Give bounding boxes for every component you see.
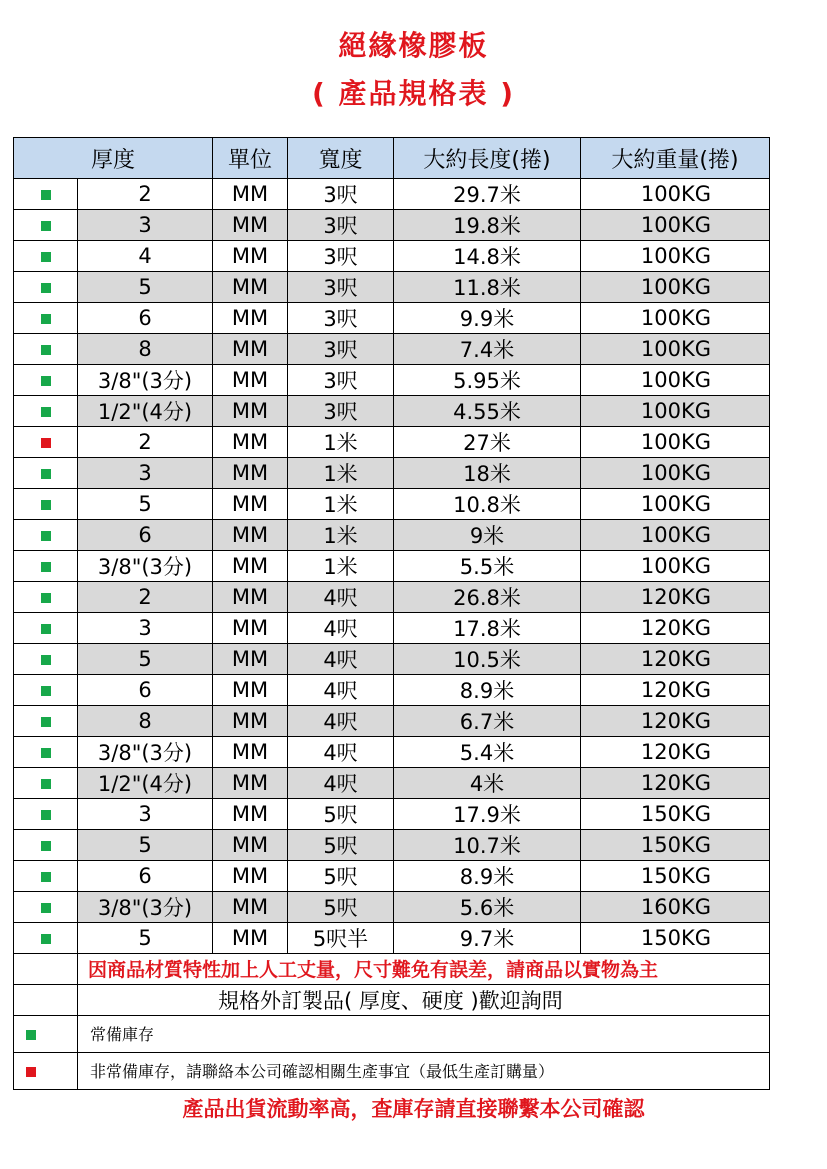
table-row [14, 427, 770, 458]
width-cell: 4呎 [288, 613, 394, 644]
width-cell: 5呎 [288, 861, 394, 892]
table-row [14, 737, 770, 768]
width-cell: 3呎 [288, 365, 394, 396]
green-square-icon [41, 252, 51, 262]
length-cell: 4米 [394, 768, 581, 799]
green-square-icon [41, 221, 51, 231]
page-title: 絕緣橡膠板 [338, 29, 489, 62]
header-length: 大約長度(捲) [394, 138, 581, 179]
stock-marker-cell [14, 427, 78, 458]
green-square-icon [41, 810, 51, 820]
width-cell: 4呎 [288, 706, 394, 737]
width-cell: 3呎 [288, 396, 394, 427]
thickness-cell: 8 [78, 706, 213, 737]
stock-marker-cell [14, 179, 78, 210]
length-cell: 8.9米 [394, 861, 581, 892]
weight-cell: 150KG [581, 830, 770, 861]
weight-cell: 120KG [581, 675, 770, 706]
table-header-row [14, 138, 770, 179]
stock-marker-cell [14, 210, 78, 241]
unit-cell: MM [213, 706, 288, 737]
weight-cell: 120KG [581, 582, 770, 613]
unit-cell: MM [213, 582, 288, 613]
legend-in-stock-label: 常備庫存 [78, 1015, 770, 1052]
width-cell: 3呎 [288, 303, 394, 334]
thickness-cell: 3 [78, 799, 213, 830]
thickness-cell: 5 [78, 923, 213, 954]
header-weight: 大約重量(捲) [581, 138, 770, 179]
width-cell: 3呎 [288, 179, 394, 210]
table-row [14, 334, 770, 365]
length-cell: 10.5米 [394, 644, 581, 675]
width-cell: 1米 [288, 427, 394, 458]
weight-cell: 120KG [581, 613, 770, 644]
green-square-icon [41, 841, 51, 851]
thickness-cell: 5 [78, 272, 213, 303]
width-cell: 3呎 [288, 210, 394, 241]
table-row [14, 644, 770, 675]
thickness-cell: 1/2"(4分) [78, 768, 213, 799]
weight-cell: 100KG [581, 458, 770, 489]
thickness-cell: 3 [78, 210, 213, 241]
custom-order-row [14, 984, 770, 1015]
table-row [14, 303, 770, 334]
unit-cell: MM [213, 210, 288, 241]
stock-marker-cell [14, 613, 78, 644]
green-square-icon [41, 872, 51, 882]
table-row [14, 675, 770, 706]
stock-marker-cell [14, 520, 78, 551]
thickness-cell: 5 [78, 489, 213, 520]
green-square-icon [41, 314, 51, 324]
weight-cell: 100KG [581, 396, 770, 427]
table-row [14, 489, 770, 520]
stock-marker-cell [14, 830, 78, 861]
unit-cell: MM [213, 737, 288, 768]
thickness-cell: 6 [78, 520, 213, 551]
thickness-cell: 6 [78, 675, 213, 706]
stock-marker-cell [14, 706, 78, 737]
length-cell: 5.4米 [394, 737, 581, 768]
custom-empty-cell [14, 984, 78, 1015]
green-square-icon [41, 686, 51, 696]
weight-cell: 120KG [581, 737, 770, 768]
green-square-icon [41, 190, 51, 200]
weight-cell: 100KG [581, 303, 770, 334]
thickness-cell: 3/8"(3分) [78, 551, 213, 582]
width-cell: 1米 [288, 551, 394, 582]
unit-cell: MM [213, 489, 288, 520]
unit-cell: MM [213, 241, 288, 272]
length-cell: 11.8米 [394, 272, 581, 303]
thickness-cell: 2 [78, 427, 213, 458]
weight-cell: 100KG [581, 520, 770, 551]
width-cell: 1米 [288, 458, 394, 489]
thickness-cell: 8 [78, 334, 213, 365]
stock-marker-cell [14, 458, 78, 489]
unit-cell: MM [213, 303, 288, 334]
legend-not-in-stock-label: 非常備庫存，請聯絡本公司確認相關生產事宜（最低生產訂購量） [78, 1052, 770, 1089]
length-cell: 4.55米 [394, 396, 581, 427]
unit-cell: MM [213, 644, 288, 675]
length-cell: 5.6米 [394, 892, 581, 923]
weight-cell: 100KG [581, 179, 770, 210]
table-row [14, 706, 770, 737]
width-cell: 5呎 [288, 892, 394, 923]
thickness-cell: 5 [78, 830, 213, 861]
width-cell: 5呎半 [288, 923, 394, 954]
unit-cell: MM [213, 768, 288, 799]
stock-marker-cell [14, 861, 78, 892]
length-cell: 10.7米 [394, 830, 581, 861]
table-row [14, 365, 770, 396]
width-cell: 3呎 [288, 272, 394, 303]
unit-cell: MM [213, 334, 288, 365]
length-cell: 17.8米 [394, 613, 581, 644]
legend-row-not-in-stock [14, 1052, 770, 1089]
header-width: 寬度 [288, 138, 394, 179]
stock-marker-cell [14, 892, 78, 923]
width-cell: 3呎 [288, 334, 394, 365]
unit-cell: MM [213, 613, 288, 644]
thickness-cell: 3/8"(3分) [78, 737, 213, 768]
stock-marker-cell [14, 334, 78, 365]
thickness-cell: 3/8"(3分) [78, 892, 213, 923]
stock-marker-cell [14, 551, 78, 582]
table-row [14, 582, 770, 613]
width-cell: 3呎 [288, 241, 394, 272]
green-square-icon [41, 655, 51, 665]
width-cell: 1米 [288, 520, 394, 551]
legend-row-in-stock [14, 1015, 770, 1052]
unit-cell: MM [213, 830, 288, 861]
table-row [14, 241, 770, 272]
table-row [14, 179, 770, 210]
stock-marker-cell [14, 768, 78, 799]
weight-cell: 100KG [581, 489, 770, 520]
length-cell: 6.7米 [394, 706, 581, 737]
unit-cell: MM [213, 799, 288, 830]
green-square-icon [26, 1030, 36, 1040]
notice-empty-cell [14, 954, 78, 985]
width-cell: 5呎 [288, 830, 394, 861]
red-square-icon [26, 1067, 36, 1077]
weight-cell: 100KG [581, 272, 770, 303]
stock-marker-cell [14, 489, 78, 520]
unit-cell: MM [213, 458, 288, 489]
table-row [14, 396, 770, 427]
length-cell: 9米 [394, 520, 581, 551]
green-square-icon [41, 624, 51, 634]
length-cell: 17.9米 [394, 799, 581, 830]
width-cell: 4呎 [288, 582, 394, 613]
weight-cell: 150KG [581, 861, 770, 892]
length-cell: 5.5米 [394, 551, 581, 582]
table-body [14, 179, 770, 954]
table-row [14, 768, 770, 799]
stock-marker-cell [14, 737, 78, 768]
table-row [14, 830, 770, 861]
unit-cell: MM [213, 923, 288, 954]
length-cell: 29.7米 [394, 179, 581, 210]
table-row [14, 923, 770, 954]
thickness-cell: 3/8"(3分) [78, 365, 213, 396]
green-square-icon [41, 562, 51, 572]
table-row [14, 892, 770, 923]
unit-cell: MM [213, 365, 288, 396]
green-square-icon [41, 717, 51, 727]
thickness-cell: 3 [78, 613, 213, 644]
green-square-icon [41, 283, 51, 293]
width-cell: 1米 [288, 489, 394, 520]
table-row [14, 551, 770, 582]
weight-cell: 120KG [581, 706, 770, 737]
header-unit: 單位 [213, 138, 288, 179]
stock-marker-cell [14, 675, 78, 706]
stock-marker-cell [14, 241, 78, 272]
table-row [14, 520, 770, 551]
unit-cell: MM [213, 551, 288, 582]
red-square-icon [41, 438, 51, 448]
thickness-cell: 2 [78, 582, 213, 613]
legend-marker-cell [14, 1015, 78, 1052]
length-cell: 8.9米 [394, 675, 581, 706]
stock-marker-cell [14, 644, 78, 675]
thickness-cell: 3 [78, 458, 213, 489]
width-cell: 4呎 [288, 644, 394, 675]
width-cell: 5呎 [288, 799, 394, 830]
table-row [14, 458, 770, 489]
length-cell: 19.8米 [394, 210, 581, 241]
table-row [14, 861, 770, 892]
stock-marker-cell [14, 799, 78, 830]
page-subtitle: ( 產品規格表 ) [311, 77, 516, 110]
thickness-cell: 6 [78, 303, 213, 334]
table-row [14, 272, 770, 303]
weight-cell: 100KG [581, 241, 770, 272]
unit-cell: MM [213, 861, 288, 892]
stock-marker-cell [14, 303, 78, 334]
weight-cell: 100KG [581, 210, 770, 241]
weight-cell: 120KG [581, 768, 770, 799]
footer-note: 產品出貨流動率高，查庫存請直接聯繫本公司確認 [182, 1097, 645, 1121]
custom-order-text: 規格外訂製品( 厚度、硬度 )歡迎詢問 [78, 984, 770, 1015]
stock-marker-cell [14, 582, 78, 613]
green-square-icon [41, 934, 51, 944]
width-cell: 4呎 [288, 737, 394, 768]
length-cell: 10.8米 [394, 489, 581, 520]
weight-cell: 160KG [581, 892, 770, 923]
length-cell: 27米 [394, 427, 581, 458]
green-square-icon [41, 407, 51, 417]
unit-cell: MM [213, 272, 288, 303]
width-cell: 4呎 [288, 675, 394, 706]
weight-cell: 100KG [581, 365, 770, 396]
unit-cell: MM [213, 396, 288, 427]
weight-cell: 120KG [581, 644, 770, 675]
length-cell: 9.7米 [394, 923, 581, 954]
green-square-icon [41, 500, 51, 510]
stock-marker-cell [14, 396, 78, 427]
unit-cell: MM [213, 520, 288, 551]
table-row [14, 799, 770, 830]
length-cell: 7.4米 [394, 334, 581, 365]
table-row [14, 210, 770, 241]
thickness-cell: 5 [78, 644, 213, 675]
length-cell: 5.95米 [394, 365, 581, 396]
header-thickness: 厚度 [14, 138, 213, 179]
weight-cell: 100KG [581, 551, 770, 582]
unit-cell: MM [213, 179, 288, 210]
length-cell: 26.8米 [394, 582, 581, 613]
thickness-cell: 1/2"(4分) [78, 396, 213, 427]
stock-marker-cell [14, 923, 78, 954]
notice-text: 因商品材質特性加上人工丈量，尺寸難免有誤差，請商品以實物為主 [78, 954, 770, 985]
green-square-icon [41, 345, 51, 355]
unit-cell: MM [213, 892, 288, 923]
weight-cell: 100KG [581, 427, 770, 458]
width-cell: 4呎 [288, 768, 394, 799]
green-square-icon [41, 531, 51, 541]
weight-cell: 150KG [581, 923, 770, 954]
unit-cell: MM [213, 675, 288, 706]
table-row [14, 613, 770, 644]
green-square-icon [41, 903, 51, 913]
weight-cell: 100KG [581, 334, 770, 365]
green-square-icon [41, 748, 51, 758]
green-square-icon [41, 593, 51, 603]
stock-marker-cell [14, 365, 78, 396]
length-cell: 14.8米 [394, 241, 581, 272]
green-square-icon [41, 376, 51, 386]
green-square-icon [41, 469, 51, 479]
unit-cell: MM [213, 427, 288, 458]
legend-marker-cell [14, 1052, 78, 1089]
notice-row [14, 954, 770, 985]
length-cell: 18米 [394, 458, 581, 489]
thickness-cell: 2 [78, 179, 213, 210]
thickness-cell: 4 [78, 241, 213, 272]
spec-table [13, 137, 770, 1090]
length-cell: 9.9米 [394, 303, 581, 334]
green-square-icon [41, 779, 51, 789]
stock-marker-cell [14, 272, 78, 303]
weight-cell: 150KG [581, 799, 770, 830]
thickness-cell: 6 [78, 861, 213, 892]
